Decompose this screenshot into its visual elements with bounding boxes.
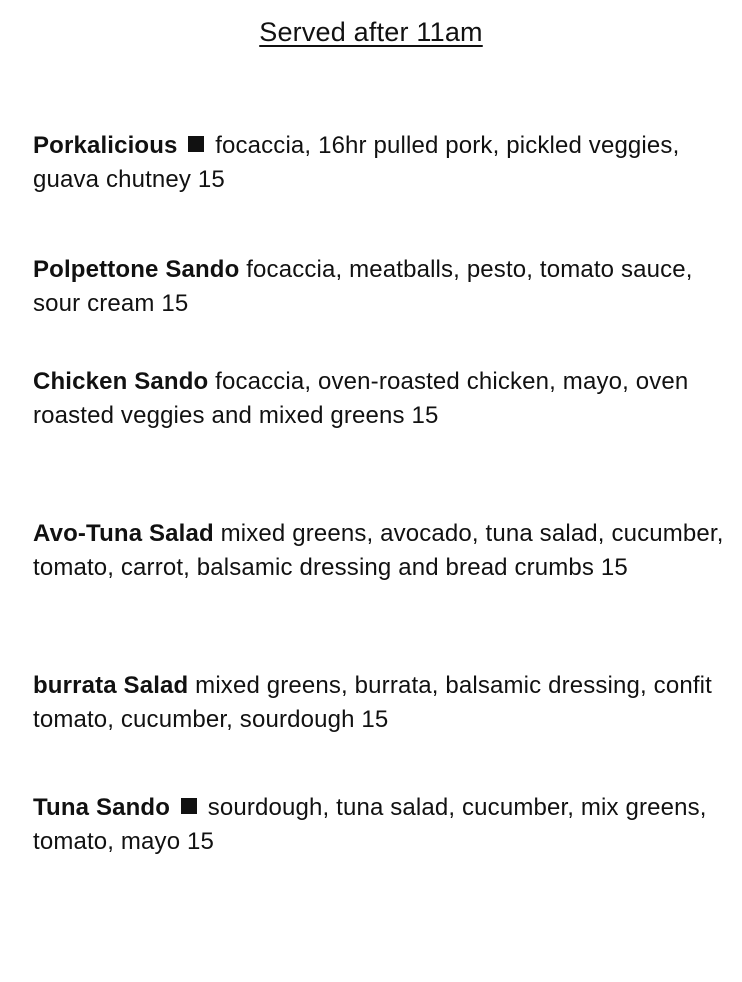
menu-item-tuna-sando <box>33 791 728 859</box>
item-description: focaccia, 16hr pulled pork, pickled veggies, guava chutney <box>33 132 680 193</box>
menu-item-polpettone-sando <box>33 253 728 321</box>
item-price: 15 <box>161 290 189 317</box>
item-price: 15 <box>361 706 389 733</box>
square-bullet-icon <box>181 798 197 814</box>
item-price: 15 <box>187 828 215 855</box>
item-name: Tuna Sando <box>33 794 171 821</box>
item-name: Avo-Tuna Salad <box>33 520 214 547</box>
page-heading-text: Served after 11am <box>259 17 483 47</box>
item-description: mixed greens, avocado, tuna salad, cucumber, tomato, carrot, balsamic dressing and bread crumbs <box>33 520 724 581</box>
page-heading <box>0 14 742 50</box>
item-name: Polpettone Sando <box>33 256 240 283</box>
item-description: focaccia, meatballs, pesto, tomato sauce, sour cream <box>33 256 693 317</box>
item-description: mixed greens, burrata, balsamic dressing, confit tomato, cucumber, sourdough <box>33 672 712 733</box>
item-name: Porkalicious <box>33 132 178 159</box>
item-price: 15 <box>600 554 628 581</box>
item-price: 15 <box>411 402 439 429</box>
menu-item-porkalicious <box>33 129 728 197</box>
item-price: 15 <box>197 166 225 193</box>
item-name: Chicken Sando <box>33 368 209 395</box>
square-bullet-icon <box>188 136 204 152</box>
menu-item-chicken-sando <box>33 365 728 433</box>
item-description: focaccia, oven-roasted chicken, mayo, oven roasted veggies and mixed greens <box>33 368 689 429</box>
menu-item-burrata-salad <box>33 669 728 737</box>
item-name: burrata Salad <box>33 672 189 699</box>
item-description: sourdough, tuna salad, cucumber, mix greens, tomato, mayo <box>33 794 707 855</box>
menu-item-avo-tuna-salad <box>33 517 728 585</box>
